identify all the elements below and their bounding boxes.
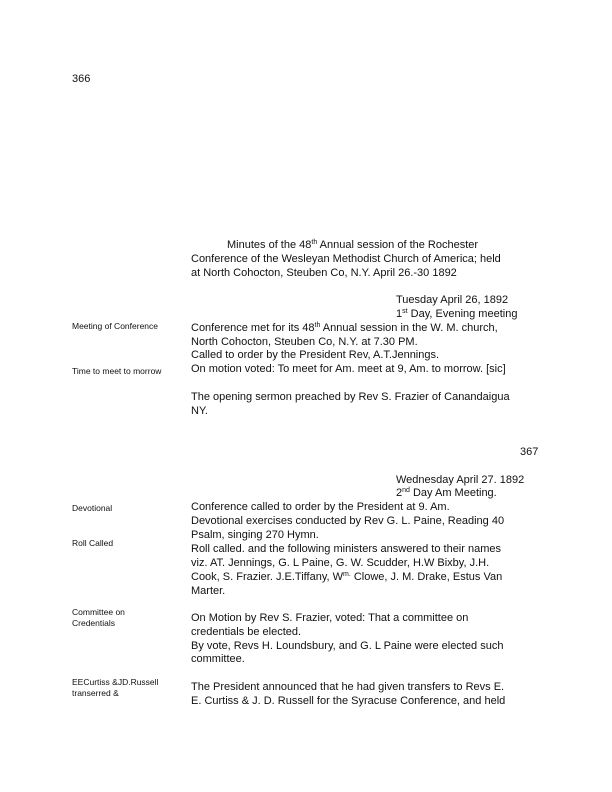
minutes-heading-line-3: at North Cohocton, Steuben Co, N.Y. April 26.-30 1892 <box>191 267 457 279</box>
body-line: committee. <box>191 653 245 665</box>
margin-note-time: Time to meet to morrow <box>72 366 162 376</box>
body-line: Conference called to order by the President at 9. Am. <box>191 501 450 513</box>
page-number: 366 <box>72 73 91 85</box>
day1-date: Tuesday April 26, 1892 <box>396 294 509 306</box>
margin-note-devotional: Devotional <box>72 503 113 513</box>
margin-note-transfer: EECurtiss &JD.Russell <box>72 677 159 687</box>
day1-session: 1st Day, Evening meeting <box>396 308 518 320</box>
body-line: North Cohocton, Steuben Co, N.Y. at 7.30 PM. <box>191 336 418 348</box>
body-line: Roll called. and the following ministers answered to their names <box>191 543 501 555</box>
body-line: NY. <box>191 405 208 417</box>
margin-note-meeting: Meeting of Conference <box>72 321 158 331</box>
page-number-mid: 367 <box>520 446 539 458</box>
body-line: viz. AT. Jennings, G. L Paine, G. W. Scudder, H.W Bixby, J.H. <box>191 557 490 569</box>
body-line: Psalm, singing 270 Hymn. <box>191 529 319 541</box>
margin-note-committee: Committee on <box>72 607 125 617</box>
body-line: The opening sermon preached by Rev S. Frazier of Canandaigua <box>191 391 510 403</box>
body-line: The President announced that he had given transfers to Revs E. <box>191 681 505 693</box>
body-line: On motion voted: To meet for Am. meet at 9, Am. to morrow. [sic] <box>191 363 506 375</box>
body-line: Conference met for its 48th Annual session in the W. M. church, <box>191 322 498 334</box>
body-line: Devotional exercises conducted by Rev G. L. Paine, Reading 40 <box>191 515 505 527</box>
body-line: Marter. <box>191 585 226 597</box>
margin-note-committee: Credentials <box>72 618 115 628</box>
body-line: Called to order by the President Rev, A.T.Jennings. <box>191 349 440 361</box>
body-line: By vote, Revs H. Loundsbury, and G. L Paine were elected such <box>191 640 504 652</box>
body-line: credentials be elected. <box>191 626 302 638</box>
day2-session: 2nd Day Am Meeting. <box>396 487 497 499</box>
body-line: E. Curtiss & J. D. Russell for the Syracuse Conference, and held <box>191 695 506 707</box>
body-line: On Motion by Rev S. Frazier, voted: That a committee on <box>191 612 469 624</box>
day2-date: Wednesday April 27. 1892 <box>396 474 525 486</box>
minutes-heading-line-1: Minutes of the 48th Annual session of the Rochester <box>227 239 479 251</box>
margin-note-roll: Roll Called <box>72 538 114 548</box>
body-line: Cook, S. Frazier. J.E.Tiffany, $W^{m.}$ Clowe, J. M. Drake, Estus Van <box>191 571 503 583</box>
margin-note-transfer: transerred & <box>72 688 119 698</box>
minutes-heading-line-2: Conference of the Wesleyan Methodist Church of America; held <box>191 253 501 265</box>
